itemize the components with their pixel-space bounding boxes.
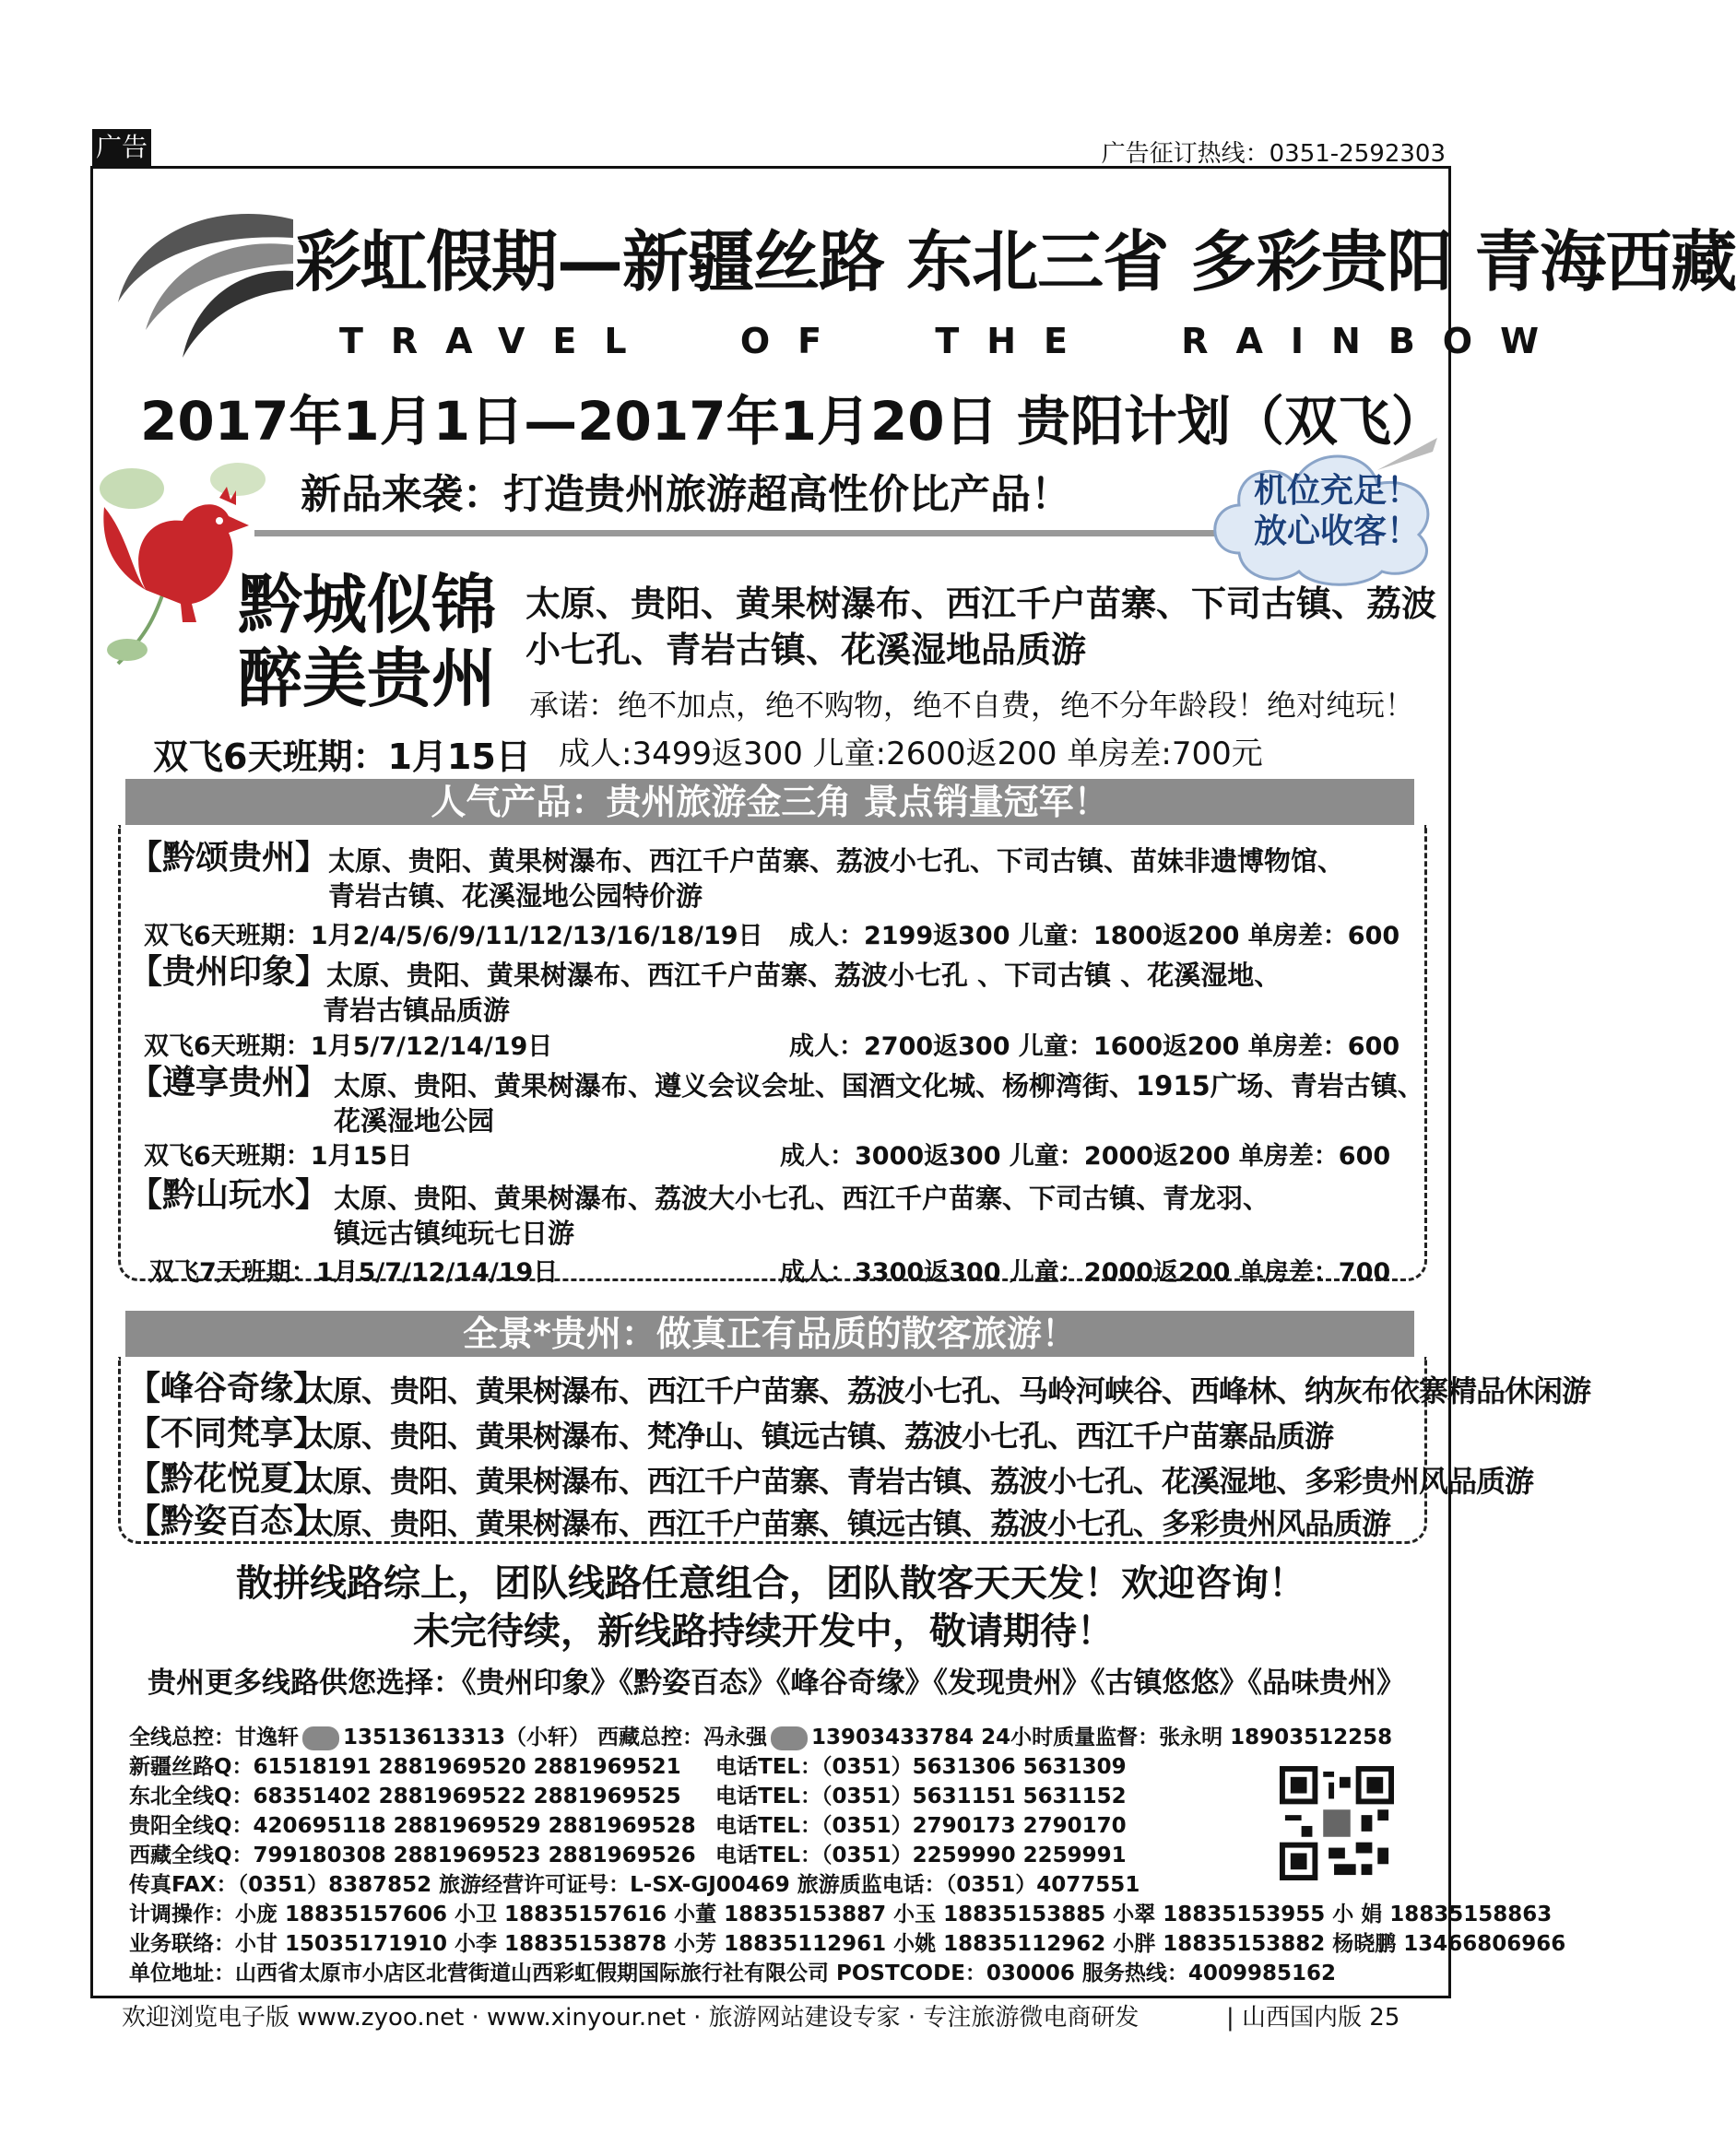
qq-row: 新疆丝路Q：61518191 2881969520 2881969521: [129, 1755, 681, 1779]
tagline-2: 未完待续，新线路持续开发中，敬请期待！: [413, 1610, 1114, 1653]
contact-line-1: [129, 1720, 1392, 1750]
popular-banner: 人气产品：贵州旅游金三角 景点销量冠军！: [125, 779, 1414, 825]
popular-item-price: 成人：2700返300 儿童：1600返200 单房差：600: [789, 1032, 1400, 1061]
travel-of-the-rainbow: TRAVEL OF THE RAINBOW: [339, 321, 1567, 361]
popular-item-route: 青岩古镇、花溪湿地公园特价游: [328, 880, 703, 912]
qq-row: 贵阳全线Q：420695118 2881969529 2881969528: [129, 1814, 696, 1838]
tel-row: 电话TEL：（0351）2259990 2259991: [715, 1844, 1127, 1867]
popular-item-price: 成人：2199返300 儿童：1800返200 单房差：600: [789, 922, 1400, 950]
ops-contacts: 计调操作：小庞 18835157606 小卫 18835157616 小董 18835153887 小玉 18835153885 小翠 18835153955 小 娟 18835158863: [129, 1903, 1553, 1926]
popular-item-schedule: 双飞6天班期：1月5/7/12/14/19日: [144, 1032, 553, 1061]
popular-item-name: 【贵州印象】: [129, 953, 329, 991]
qr-code: [1280, 1766, 1394, 1880]
qq-row: 东北全线Q：68351402 2881969522 2881969525: [129, 1785, 681, 1808]
panorama-item-route: 太原、贵阳、黄果树瀑布、西江千户苗寨、镇远古镇、荔波小七孔、多彩贵州风品质游: [304, 1506, 1391, 1541]
ad-hotline: 广告征订热线：0351-2592303: [1101, 140, 1446, 168]
popular-item-route: 青岩古镇品质游: [323, 995, 511, 1026]
tel-row: 电话TEL：（0351）2790173 2790170: [715, 1814, 1127, 1838]
popular-item-name: 【黔颂贵州】: [129, 839, 329, 877]
popular-item-schedule: 双飞7天班期：1月5/7/12/14/19日: [149, 1258, 559, 1287]
biz-contacts: 业务联络：小甘 15035171910 小李 18835153878 小芳 18835112961 小姚 18835112962 小胖 18835153882 杨晓鹏 13466806966: [129, 1932, 1566, 1956]
panorama-item-name: 【不同梵享】: [127, 1415, 327, 1453]
cloud-text-1: 机位充足！: [1254, 472, 1421, 510]
quality-supervisor: 13903433784 24小时质量监督：张永明 18903512258: [811, 1726, 1393, 1750]
popular-item-route: 花溪湿地公园: [334, 1105, 495, 1137]
popular-item-price: 成人：3000返300 儿童：2000返200 单房差：600: [780, 1142, 1391, 1171]
wechat-icon: [302, 1726, 339, 1750]
panorama-item-route: 太原、贵阳、黄果树瀑布、梵净山、镇远古镇、荔波小七孔、西江千户苗寨品质游: [304, 1419, 1334, 1454]
date-line: 2017年1月1日—2017年1月20日 贵阳计划（双飞）: [140, 390, 1445, 453]
popular-item-schedule: 双飞6天班期：1月15日: [144, 1142, 413, 1171]
ad-tag: 广告: [92, 129, 151, 166]
more-routes: 贵州更多线路供您选择：《贵州印象》《黔姿百态》《峰谷奇缘》《发现贵州》《古镇悠悠》《品味贵州》: [148, 1667, 1405, 1700]
popular-item-name: 【遵享贵州】: [129, 1064, 329, 1102]
panorama-item-route: 太原、贵阳、黄果树瀑布、西江千户苗寨、青岩古镇、荔波小七孔、花溪湿地、多彩贵州风品质游: [304, 1464, 1534, 1499]
tibet-control: 13513613313（小轩） 西藏总控：冯永强: [343, 1726, 768, 1750]
popular-item-route: 太原、贵阳、黄果树瀑布、遵义会议会址、国酒文化城、杨柳湾街、1915广场、青岩古镇、: [334, 1070, 1424, 1102]
popular-item-price: 成人：3300返300 儿童：2000返200 单房差：700: [780, 1258, 1391, 1287]
popular-item-route: 太原、贵阳、黄果树瀑布、西江千户苗寨、荔波小七孔、下司古镇、苗妹非遗博物馆、: [328, 845, 1345, 877]
popular-item-route: 太原、贵阳、黄果树瀑布、荔波大小七孔、西江千户苗寨、下司古镇、青龙羽、: [334, 1183, 1270, 1214]
panorama-item-name: 【黔花悦夏】: [127, 1460, 327, 1498]
footer-page: | 山西国内版 25: [1226, 2004, 1400, 2032]
qq-row: 西藏全线Q：799180308 2881969523 2881969526: [129, 1844, 696, 1867]
panorama-item-name: 【峰谷奇缘】: [127, 1370, 327, 1408]
popular-item-schedule: 双飞6天班期：1月2/4/5/6/9/11/12/13/16/18/19日: [144, 922, 763, 950]
footer-left: 欢迎浏览电子版 www.zyoo.net · www.xinyour.net · 旅游网站建设专家 · 专注旅游微电商研发: [122, 2004, 1140, 2032]
tagline-1: 散拼线路综上，团队线路任意组合，团队散客天天发！欢迎咨询！: [236, 1562, 1305, 1605]
main-title: 彩虹假期—新疆丝路 东北三省 多彩贵阳 青海西藏: [295, 223, 1736, 300]
address: 单位地址：山西省太原市小店区北营街道山西彩虹假期国际旅行社有限公司 POSTCODE：030006 服务热线：4009985162: [129, 1962, 1336, 1985]
feature-route: 太原、贵阳、黄果树瀑布、西江千户苗寨、下司古镇、荔波小七孔、青岩古镇、花溪湿地品质游: [526, 583, 1437, 670]
tel-row: 电话TEL：（0351）5631151 5631152: [715, 1785, 1127, 1808]
popular-item-name: 【黔山玩水】: [129, 1176, 329, 1214]
feature-price: 成人:3499返300 儿童:2600返200 单房差:700元: [559, 736, 1263, 772]
feature-schedule: 双飞6天班期：1月15日: [153, 736, 531, 777]
popular-item-route: 镇远古镇纯玩七日游: [334, 1218, 575, 1249]
fax-license: 传真FAX：（0351）8387852 旅游经营许可证号：L-SX-GJ00469 旅游质监电话：（0351）4077551: [129, 1873, 1140, 1897]
panorama-item-route: 太原、贵阳、黄果树瀑布、西江千户苗寨、荔波小七孔、马岭河峡谷、西峰林、纳灰布依寨精品休闲游: [304, 1373, 1591, 1408]
cloud-text-2: 放心收客！: [1254, 512, 1421, 550]
wechat-icon: [771, 1726, 808, 1750]
new-product-headline: 新品来袭：打造贵州旅游超高性价比产品！: [301, 471, 1071, 518]
general-control: 全线总控：甘逸轩: [129, 1726, 299, 1750]
popular-item-route: 太原、贵阳、黄果树瀑布、西江千户苗寨、荔波小七孔 、下司古镇 、花溪湿地、: [326, 960, 1281, 991]
feature-title-1: 黔城似锦: [238, 567, 496, 642]
tel-row: 电话TEL：（0351）5631306 5631309: [715, 1755, 1127, 1779]
feature-promise: 承诺：绝不加点，绝不购物，绝不自费，绝不分年龄段！绝对纯玩！: [529, 688, 1415, 723]
panorama-banner: 全景*贵州：做真正有品质的散客旅游！: [125, 1311, 1414, 1357]
rainbow-swoosh-logo: [109, 201, 302, 362]
feature-title-2: 醉美贵州: [238, 641, 496, 716]
panorama-item-name: 【黔姿百态】: [127, 1502, 327, 1540]
